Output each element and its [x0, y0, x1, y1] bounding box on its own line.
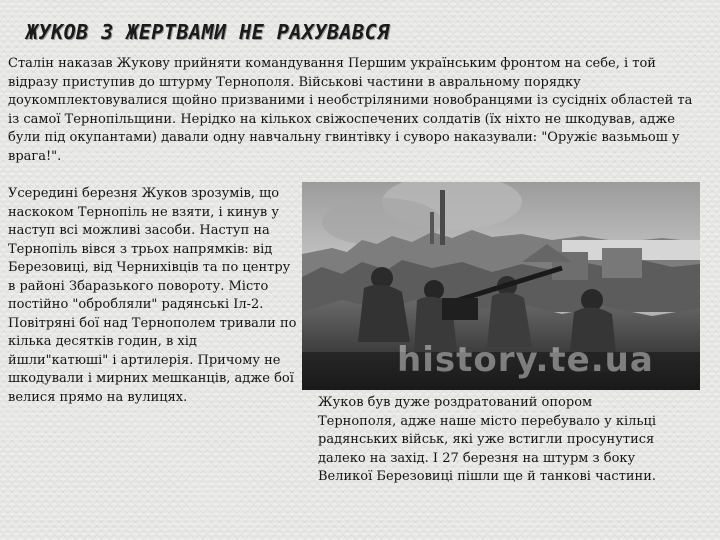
photo-watermark: history.te.ua — [397, 340, 654, 380]
page-title: ЖУКОВ З ЖЕРТВАМИ НЕ РАХУВАВСЯ — [26, 20, 390, 44]
left-paragraph: Усередині березня Жуков зрозумів, що наскоком Тернопіль не взяти, і кинув у наступ всі можливі засоби. Наступ на Тернопіль вівся з трьох напрямків: від Березовиці, від Чернихівців та по центру в районі Збаразького повороту. Місто постійно "обробляли" радянські Іл-2. Повітряні бої над Тернополем тривали по кілька десятків годин, в хід йшли"катюші" і артилерія. Причому не шкодували і мирних мешканців, адже бої велися прямо на вулицях. — [8, 186, 297, 405]
right-paragraph: Жуков був дуже роздратований опором Тернополя, адже наше місто перебувало у кільці радянських військ, які уже встигли просунутися далеко на захід. І 27 березня на штурм з боку Великої Березовиці пішли ще й танкові частини. — [318, 395, 657, 484]
war-photo — [302, 182, 700, 390]
intro-paragraph: Сталін наказав Жукову прийняти командування Першим українським фронтом на себе, і той відразу приступив до штурму Тернополя. Військові частини в авральному порядку доукомплектовувалися щойно призваними і необстріляними новобранцями із сусідніх областей та із самої Тернопільщини. Нерідко на кількох свіжоспечених солдатів (їх ніхто не шкодував, адже були під окупантами) давали одну навчальну гвинтівку і суворо наказували: "Оружіє вазьмьош у врага!". — [8, 56, 693, 164]
